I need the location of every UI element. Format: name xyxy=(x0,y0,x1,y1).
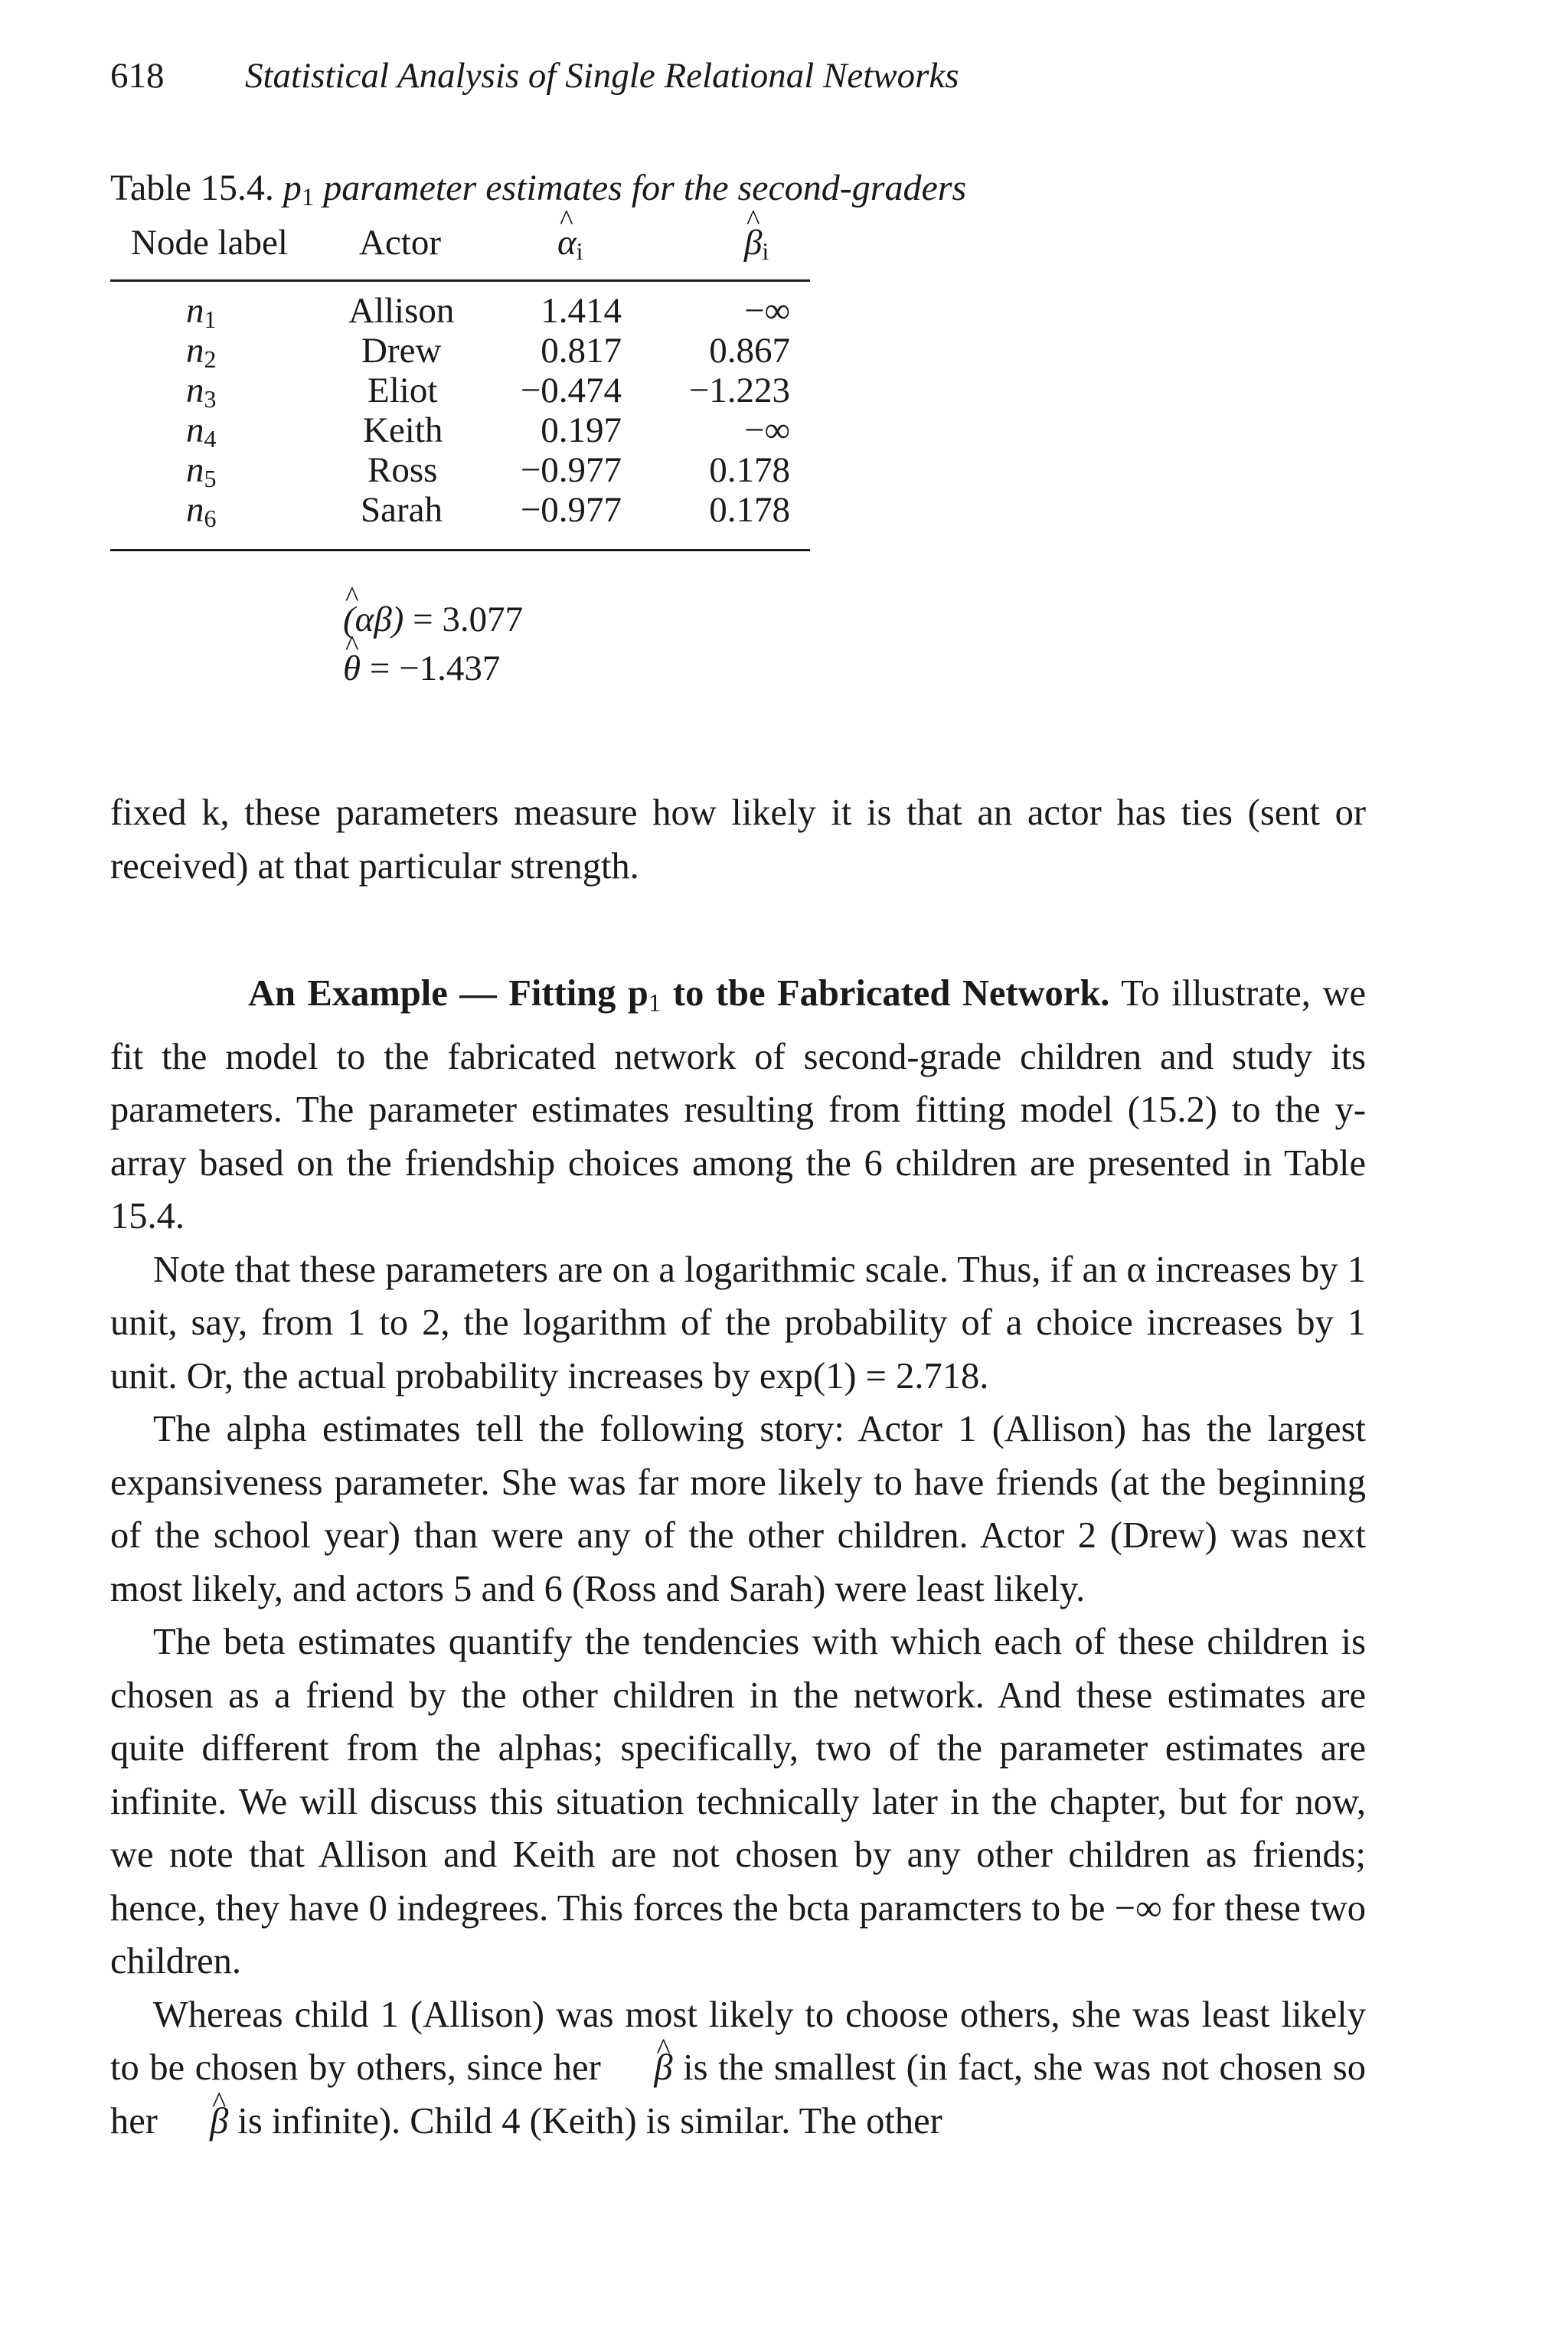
table-row-alpha: −0.977 xyxy=(520,450,622,490)
running-title: Statistical Analysis of Single Relational Networks xyxy=(245,56,959,96)
equation-theta: ^ θ = −1.437 xyxy=(343,648,500,689)
paragraph-illustrate: To illustrate, we fit the model to the fabricated network of second-grade children and study its parameters. The parameter estimates resulting from fitting model (15.2) to the y-array based on the friendship choices among the 6 children are presented in Table 15.4. xyxy=(110,973,1367,1237)
table-row-beta: 0.867 xyxy=(709,331,790,371)
table-row-actor: Allison xyxy=(348,291,455,331)
paragraph-beta-estimates: The beta estimates quantify the tendencies with which each of these children is chosen as a friend by the other children in the network. And these estimates are quite different from the alphas; specifically, two of the parameter estimates are infinite. We will discuss this situation technically later in the chapter, but for now, we note that Allison and Keith are not chosen by any other children as friends; hence, they have 0 indegrees. This forces the bcta paramcters to be −∞ for these two children. xyxy=(110,1622,1366,1982)
paragraph-alpha-story: The alpha estimates tell the following story: Actor 1 (Allison) has the largest expansiveness parameter. She was far more likely to have friends (at the beginning of the school year) than were any of the other children. Actor 2 (Drew) was next most likely, and actors 5 and 6 (Ross and Sarah) were least likely. xyxy=(110,1409,1366,1609)
table-row-beta: 0.178 xyxy=(709,490,790,530)
caption-label: Table 15.4. xyxy=(110,168,274,208)
table-row-alpha: −0.474 xyxy=(520,371,622,410)
table-row-node: $n_1$ xyxy=(186,291,217,334)
column-header-node-label: Node label xyxy=(131,223,288,263)
table-row-beta: −∞ xyxy=(743,410,790,450)
table-row-actor: Ross xyxy=(368,450,438,490)
table-row-beta: −1.223 xyxy=(688,371,790,410)
table-row-beta: −∞ xyxy=(743,291,790,331)
column-header-alpha: ^ $\alpha_i$ xyxy=(557,222,583,266)
caption-symbol: $p_1$ xyxy=(283,168,315,212)
caption-text: parameter estimates for the second-graders xyxy=(323,168,967,208)
table-row-alpha: 0.197 xyxy=(541,410,622,450)
table-row-node: $n_2$ xyxy=(186,331,217,374)
section-heading: An Example — Fitting $p_1$ to tbe Fabricated Network. xyxy=(248,973,1110,1018)
table-row-alpha: 0.817 xyxy=(541,331,622,371)
table-row-alpha: −0.977 xyxy=(520,490,622,530)
table-row-actor: Keith xyxy=(363,410,443,450)
table-row-node: $n_4$ xyxy=(186,410,217,453)
running-header xyxy=(110,55,959,96)
table-row-beta: 0.178 xyxy=(709,450,790,490)
table-row-node: $n_5$ xyxy=(186,450,217,493)
paragraph-log-scale: Note that these parameters are on a logarithmic scale. Thus, if an α increases by 1 unit, say, from 1 to 2, the logarithm of the probability of a choice increases by 1 unit. Or, the actual probability increases by exp(1) = 2.718. xyxy=(110,1249,1366,1397)
equation-alpha-beta: ^ (αβ) = 3.077 xyxy=(343,599,523,640)
table-row-actor: Sarah xyxy=(361,490,443,530)
table-row-node: $n_6$ xyxy=(186,490,217,533)
paragraph-allison: Whereas child 1 (Allison) was most likely to choose others, she was least likely to be chosen by others, since her ^ β is the smallest (in fact, she was not chosen so her ^ β is infinite). Child 4 (Keith) is similar. The other xyxy=(110,1988,1366,2148)
table-row-actor: Eliot xyxy=(368,371,438,410)
page-number: 618 xyxy=(110,56,165,96)
table-caption xyxy=(110,167,966,212)
column-header-beta: ^ $\beta_i$ xyxy=(744,222,769,266)
table-row-node: $n_3$ xyxy=(186,371,217,413)
table-bottom-rule xyxy=(110,549,810,551)
table-top-rule xyxy=(110,279,810,282)
paragraph-fixed-k: fixed k, these parameters measure how likely it is that an actor has ties (sent or received) at that particular strength. xyxy=(110,792,1366,887)
table-row-actor: Drew xyxy=(361,331,442,371)
section-example xyxy=(110,967,1366,2148)
table-row-alpha: 1.414 xyxy=(541,291,622,331)
column-header-actor: Actor xyxy=(359,223,442,263)
